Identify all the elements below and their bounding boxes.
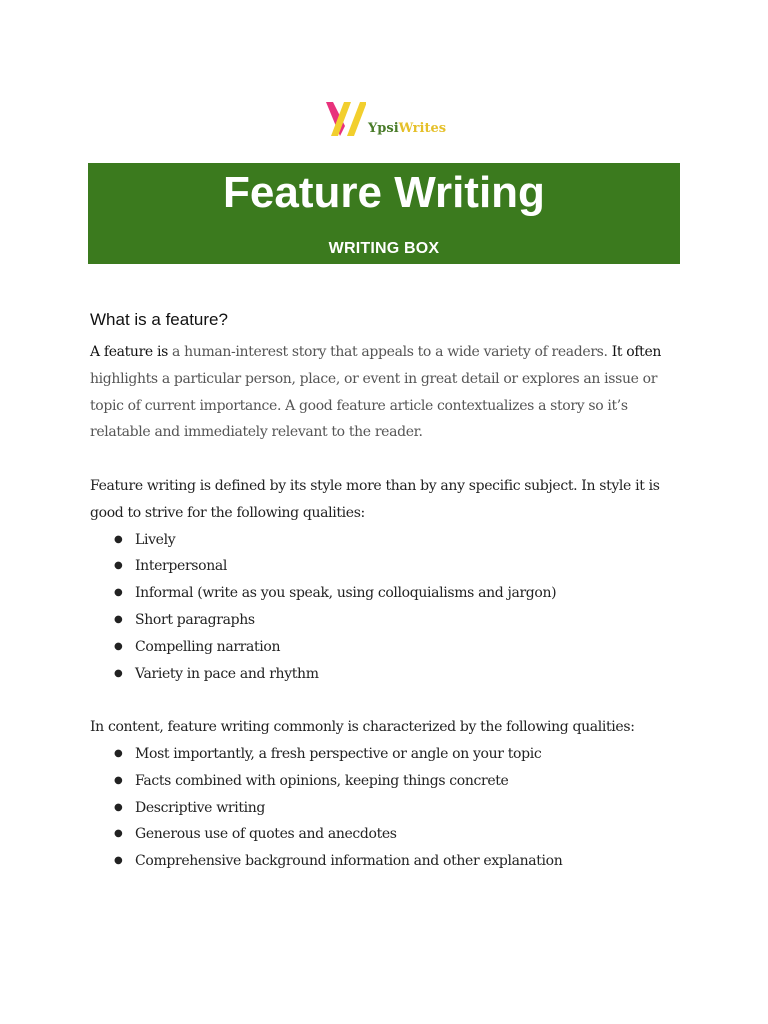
content-qualities-list [90, 741, 680, 875]
list-item [90, 795, 680, 822]
style-paragraph: Feature writing is defined by its style more than by any specific subject. In style it is good to strive for the following qualities: [90, 477, 660, 521]
bullet-icon: ● [114, 855, 123, 867]
intro-text-1: a human-interest story that appeals to a wide variety of readers. [167, 344, 612, 360]
list-item-text: Comprehensive background information and other explanation [135, 853, 563, 870]
bullet-icon: ● [114, 667, 123, 679]
ypsiwrites-logo [326, 100, 446, 140]
bullet-icon: ● [114, 533, 123, 545]
list-item-text: Descriptive writing [135, 799, 266, 816]
bullet-icon: ● [114, 747, 123, 759]
list-item [90, 634, 680, 661]
list-item-text: Lively [135, 531, 176, 548]
bullet-icon: ● [114, 828, 123, 840]
list-item [90, 741, 680, 768]
list-item [90, 768, 680, 795]
list-item-text: Short paragraphs [135, 611, 255, 628]
title-banner [88, 163, 680, 264]
bullet-icon: ● [114, 640, 123, 652]
intro-text-2: highlights a particular person, place, or event in great detail or explores an issue or topic of current importance. A good feature article contextualizes a story so it’s relatable and immediately relevant to the reader. [90, 370, 658, 441]
list-item-text: Informal (write as you speak, using colloquialisms and jargon) [135, 585, 557, 602]
document-body [90, 308, 680, 875]
logo-wordmark-ypsi: Ypsi [368, 121, 399, 136]
intro-lead-2: It often [611, 344, 662, 360]
ypsiwrites-logo-mark-icon [326, 100, 366, 140]
section-heading: What is a feature? [90, 310, 228, 329]
document-title: Feature Writing [223, 168, 545, 217]
paragraph-gap [90, 687, 680, 714]
logo-wordmark-writes: Writes [398, 121, 447, 136]
list-item [90, 607, 680, 634]
list-item-text: Variety in pace and rhythm [135, 665, 319, 682]
list-item [90, 553, 680, 580]
bullet-icon: ● [114, 560, 123, 572]
paragraph-gap [90, 446, 680, 473]
content-paragraph: In content, feature writing commonly is characterized by the following qualities: [90, 719, 635, 736]
bullet-icon: ● [114, 613, 123, 625]
logo-wordmark [368, 121, 446, 136]
list-item-text: Generous use of quotes and anecdotes [135, 826, 397, 843]
list-item-text: Most importantly, a fresh perspective or angle on your topic [135, 745, 542, 762]
bullet-icon: ● [114, 587, 123, 599]
list-item [90, 661, 680, 688]
list-item [90, 848, 680, 875]
intro-lead-1: A feature is [90, 344, 168, 360]
list-item-text: Compelling narration [135, 638, 281, 655]
bullet-icon: ● [114, 801, 123, 813]
list-item [90, 527, 680, 554]
list-item [90, 821, 680, 848]
document-subtitle: WRITING BOX [328, 240, 440, 257]
list-item-text: Facts combined with opinions, keeping things concrete [135, 772, 509, 789]
style-qualities-list [90, 527, 680, 688]
intro-paragraph [90, 339, 680, 446]
bullet-icon: ● [114, 774, 123, 786]
list-item-text: Interpersonal [135, 558, 227, 575]
list-item [90, 580, 680, 607]
